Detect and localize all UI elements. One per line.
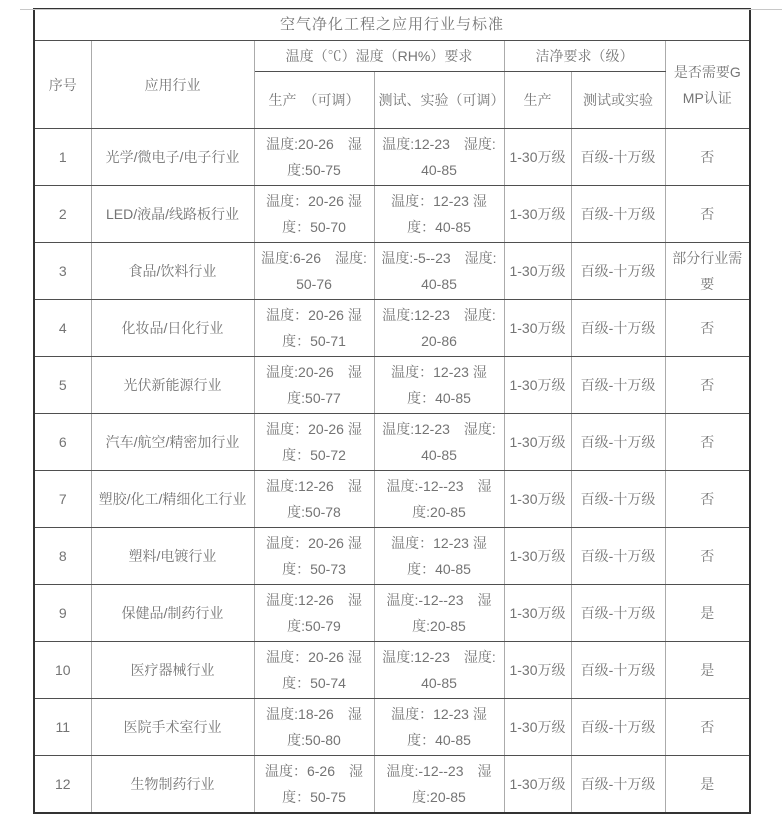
cell-temp-production: 温度:18-26 湿度:50-80	[254, 699, 374, 756]
cell-temp-test: 温度:12-23 湿度:40-85	[374, 642, 504, 699]
cell-temp-test: 温度:-12--23 湿度:20-85	[374, 756, 504, 814]
cell-temp-production: 温度：20-26 湿度：50-71	[254, 300, 374, 357]
table-row	[34, 129, 750, 186]
cell-temp-production: 温度：20-26 湿度：50-70	[254, 186, 374, 243]
title-row	[34, 9, 750, 41]
cell-gmp: 否	[665, 129, 750, 186]
cell-seq: 9	[34, 585, 91, 642]
cell-temp-production: 温度:12-26 湿度:50-79	[254, 585, 374, 642]
table-title: 空气净化工程之应用行业与标准	[34, 9, 750, 41]
header-clean-test: 测试或实验	[571, 72, 665, 129]
cell-gmp: 否	[665, 471, 750, 528]
cell-clean-test: 百级-十万级	[571, 528, 665, 585]
cell-gmp: 是	[665, 756, 750, 814]
cell-temp-test: 温度：12-23 湿度：40-85	[374, 357, 504, 414]
cell-clean-test: 百级-十万级	[571, 129, 665, 186]
cell-gmp: 否	[665, 357, 750, 414]
cell-clean-production: 1-30万级	[504, 357, 571, 414]
cell-seq: 11	[34, 699, 91, 756]
table-row	[34, 585, 750, 642]
cell-industry: 化妆品/日化行业	[91, 300, 254, 357]
cell-industry: 汽车/航空/精密加行业	[91, 414, 254, 471]
cell-clean-test: 百级-十万级	[571, 471, 665, 528]
cell-temp-test: 温度：12-23 湿度：40-85	[374, 186, 504, 243]
header-industry: 应用行业	[91, 41, 254, 129]
cell-temp-production: 温度：20-26 湿度：50-72	[254, 414, 374, 471]
cell-clean-production: 1-30万级	[504, 414, 571, 471]
cell-seq: 5	[34, 357, 91, 414]
cell-clean-production: 1-30万级	[504, 699, 571, 756]
cell-industry: 塑料/电镀行业	[91, 528, 254, 585]
cell-industry: 生物制药行业	[91, 756, 254, 814]
header-temp-humidity-group: 温度（℃）湿度（RH%）要求	[254, 41, 504, 72]
table-row	[34, 300, 750, 357]
cell-industry: 保健品/制药行业	[91, 585, 254, 642]
cell-clean-production: 1-30万级	[504, 642, 571, 699]
air-purification-standards-table	[33, 8, 751, 814]
cell-industry: LED/液晶/线路板行业	[91, 186, 254, 243]
cell-clean-test: 百级-十万级	[571, 756, 665, 814]
table-row	[34, 699, 750, 756]
cell-clean-production: 1-30万级	[504, 186, 571, 243]
cell-seq: 6	[34, 414, 91, 471]
cell-clean-test: 百级-十万级	[571, 585, 665, 642]
cell-industry: 塑胶/化工/精细化工行业	[91, 471, 254, 528]
header-row-groups	[34, 41, 750, 72]
cell-seq: 7	[34, 471, 91, 528]
cell-clean-production: 1-30万级	[504, 129, 571, 186]
table-row	[34, 471, 750, 528]
cell-temp-production: 温度：6-26 湿度：50-75	[254, 756, 374, 814]
table-row	[34, 243, 750, 300]
header-temp-production: 生产 （可调）	[254, 72, 374, 129]
cell-clean-test: 百级-十万级	[571, 699, 665, 756]
cell-seq: 2	[34, 186, 91, 243]
cell-seq: 1	[34, 129, 91, 186]
table-row	[34, 528, 750, 585]
header-clean-group: 洁净要求（级）	[504, 41, 665, 72]
cell-seq: 12	[34, 756, 91, 814]
cell-seq: 3	[34, 243, 91, 300]
header-seq: 序号	[34, 41, 91, 129]
cell-clean-production: 1-30万级	[504, 243, 571, 300]
page-top-divider	[20, 9, 782, 10]
cell-clean-test: 百级-十万级	[571, 642, 665, 699]
cell-temp-production: 温度：20-26 湿度：50-73	[254, 528, 374, 585]
cell-temp-test: 温度:-5--23 湿度:40-85	[374, 243, 504, 300]
cell-gmp: 否	[665, 414, 750, 471]
cell-temp-test: 温度:-12--23 湿度:20-85	[374, 585, 504, 642]
cell-gmp: 是	[665, 642, 750, 699]
cell-clean-test: 百级-十万级	[571, 186, 665, 243]
cell-clean-production: 1-30万级	[504, 756, 571, 814]
cell-temp-production: 温度：20-26 湿度：50-74	[254, 642, 374, 699]
cell-seq: 8	[34, 528, 91, 585]
cell-temp-test: 温度:-12--23 湿度:20-85	[374, 471, 504, 528]
cell-clean-production: 1-30万级	[504, 300, 571, 357]
cell-industry: 医疗器械行业	[91, 642, 254, 699]
cell-clean-production: 1-30万级	[504, 528, 571, 585]
cell-gmp: 否	[665, 699, 750, 756]
cell-gmp: 否	[665, 186, 750, 243]
cell-temp-production: 温度:20-26 湿度:50-77	[254, 357, 374, 414]
cell-temp-test: 温度:12-23 湿度:40-85	[374, 129, 504, 186]
cell-temp-test: 温度:12-23 湿度:20-86	[374, 300, 504, 357]
header-gmp: 是否需要GMP认证	[665, 41, 750, 129]
cell-industry: 光学/微电子/电子行业	[91, 129, 254, 186]
cell-temp-test: 温度:12-23 湿度:40-85	[374, 414, 504, 471]
cell-clean-test: 百级-十万级	[571, 300, 665, 357]
cell-seq: 10	[34, 642, 91, 699]
cell-gmp: 否	[665, 300, 750, 357]
cell-temp-production: 温度:20-26 湿度:50-75	[254, 129, 374, 186]
table-row	[34, 642, 750, 699]
table-row	[34, 414, 750, 471]
cell-clean-production: 1-30万级	[504, 471, 571, 528]
cell-temp-test: 温度：12-23 湿度：40-85	[374, 699, 504, 756]
cell-gmp: 是	[665, 585, 750, 642]
cell-clean-test: 百级-十万级	[571, 357, 665, 414]
cell-temp-production: 温度:6-26 湿度:50-76	[254, 243, 374, 300]
header-temp-test: 测试、实验（可调）	[374, 72, 504, 129]
header-clean-production: 生产	[504, 72, 571, 129]
cell-gmp: 部分行业需要	[665, 243, 750, 300]
table-row	[34, 186, 750, 243]
cell-industry: 食品/饮料行业	[91, 243, 254, 300]
table-row	[34, 357, 750, 414]
cell-clean-test: 百级-十万级	[571, 414, 665, 471]
cell-temp-test: 温度：12-23 湿度：40-85	[374, 528, 504, 585]
cell-clean-production: 1-30万级	[504, 585, 571, 642]
table-row	[34, 756, 750, 814]
cell-temp-production: 温度:12-26 湿度:50-78	[254, 471, 374, 528]
cell-gmp: 否	[665, 528, 750, 585]
cell-seq: 4	[34, 300, 91, 357]
cell-clean-test: 百级-十万级	[571, 243, 665, 300]
cell-industry: 医院手术室行业	[91, 699, 254, 756]
cell-industry: 光伏新能源行业	[91, 357, 254, 414]
